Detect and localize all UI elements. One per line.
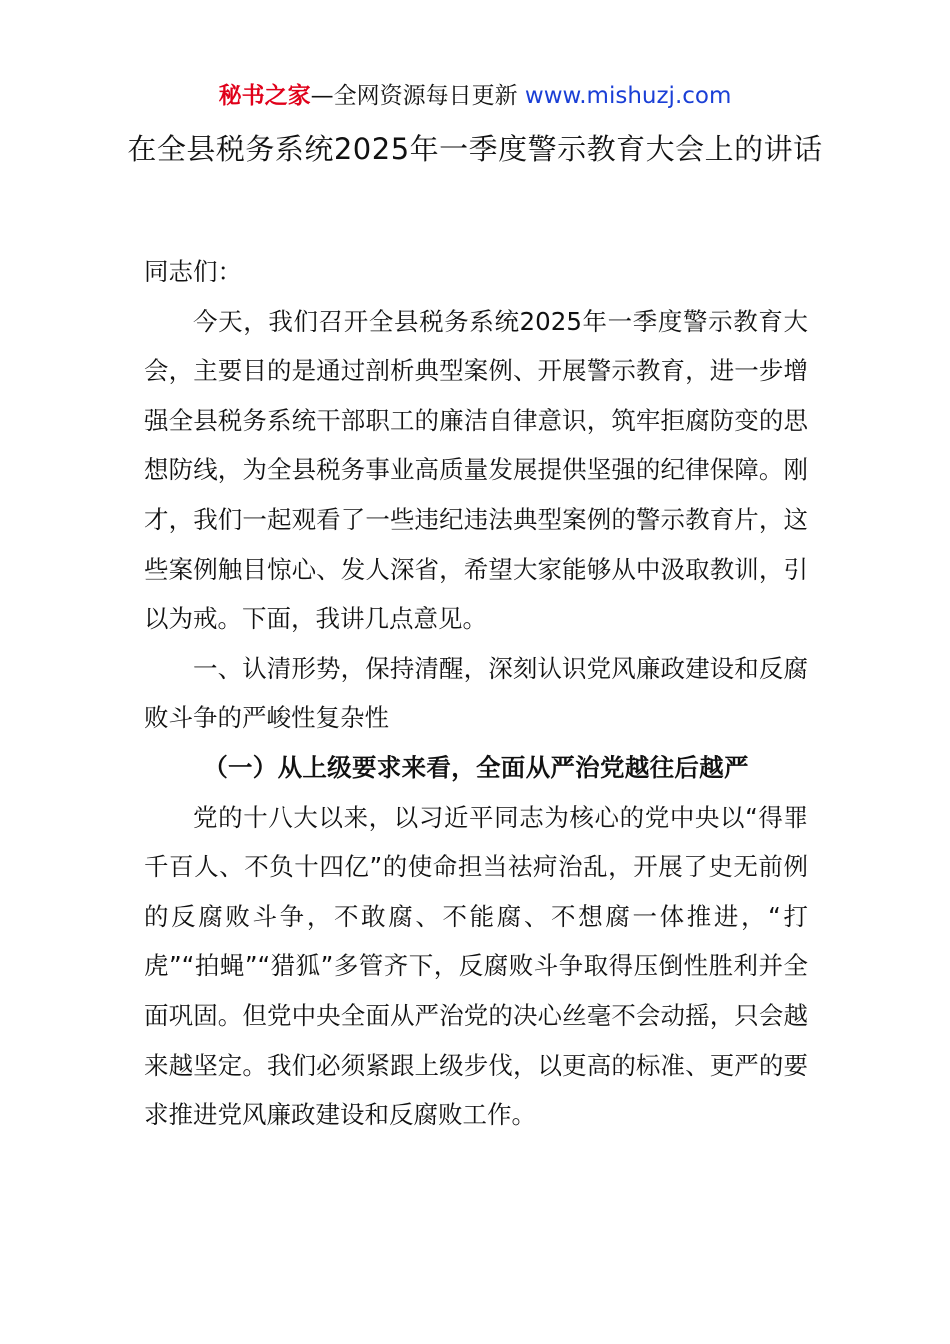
salutation: 同志们： <box>144 257 242 286</box>
site-brand: 秘书之家 <box>218 83 311 109</box>
document-title: 在全县税务系统2025年一季度警示教育大会上的讲话 <box>127 132 823 166</box>
site-tagline: —全网资源每日更新 <box>310 83 525 109</box>
paragraph-intro: 今天，我们召开全县税务系统2025年一季度警示教育大会，主要目的是通过剖析典型案例、开展警示教育，进一步增强全县税务系统干部职工的廉洁自律意识，筑牢拒腐防变的思想防线，为全县税务事业高质量发展提供坚强的纪律保障。刚才，我们一起观看了一些违纪违法典型案例的警示教育片，这些案例触目惊心、发人深省，希望大家能够从中汲取教训，引以为戒。下面，我讲几点意见。 <box>144 306 808 634</box>
document-body <box>144 247 808 1140</box>
paragraph-body-1: 党的十八大以来，以习近平同志为核心的党中央以“得罪千百人、不负十四亿”的使命担当祛疴治乱，开展了史无前例的反腐败斗争，不敢腐、不能腐、不想腐一体推进，“打虎”“拍蝇”“猎狐”多管齐下，反腐败斗争取得压倒性胜利并全面巩固。但党中央全面从严治党的决心丝毫不会动摇，只会越来越坚定。我们必须紧跟上级步伐，以更高的标准、更严的要求推进党风廉政建设和反腐败工作。 <box>144 802 808 1130</box>
site-header <box>0 80 950 112</box>
subsection-heading-1: （一）从上级要求来看，全面从严治党越往后越严 <box>203 752 749 782</box>
section-heading-1: 一、认清形势，保持清醒，深刻认识党风廉政建设和反腐败斗争的严峻性复杂性 <box>144 653 808 733</box>
site-url-link[interactable]: www.mishuzj.com <box>524 83 732 109</box>
